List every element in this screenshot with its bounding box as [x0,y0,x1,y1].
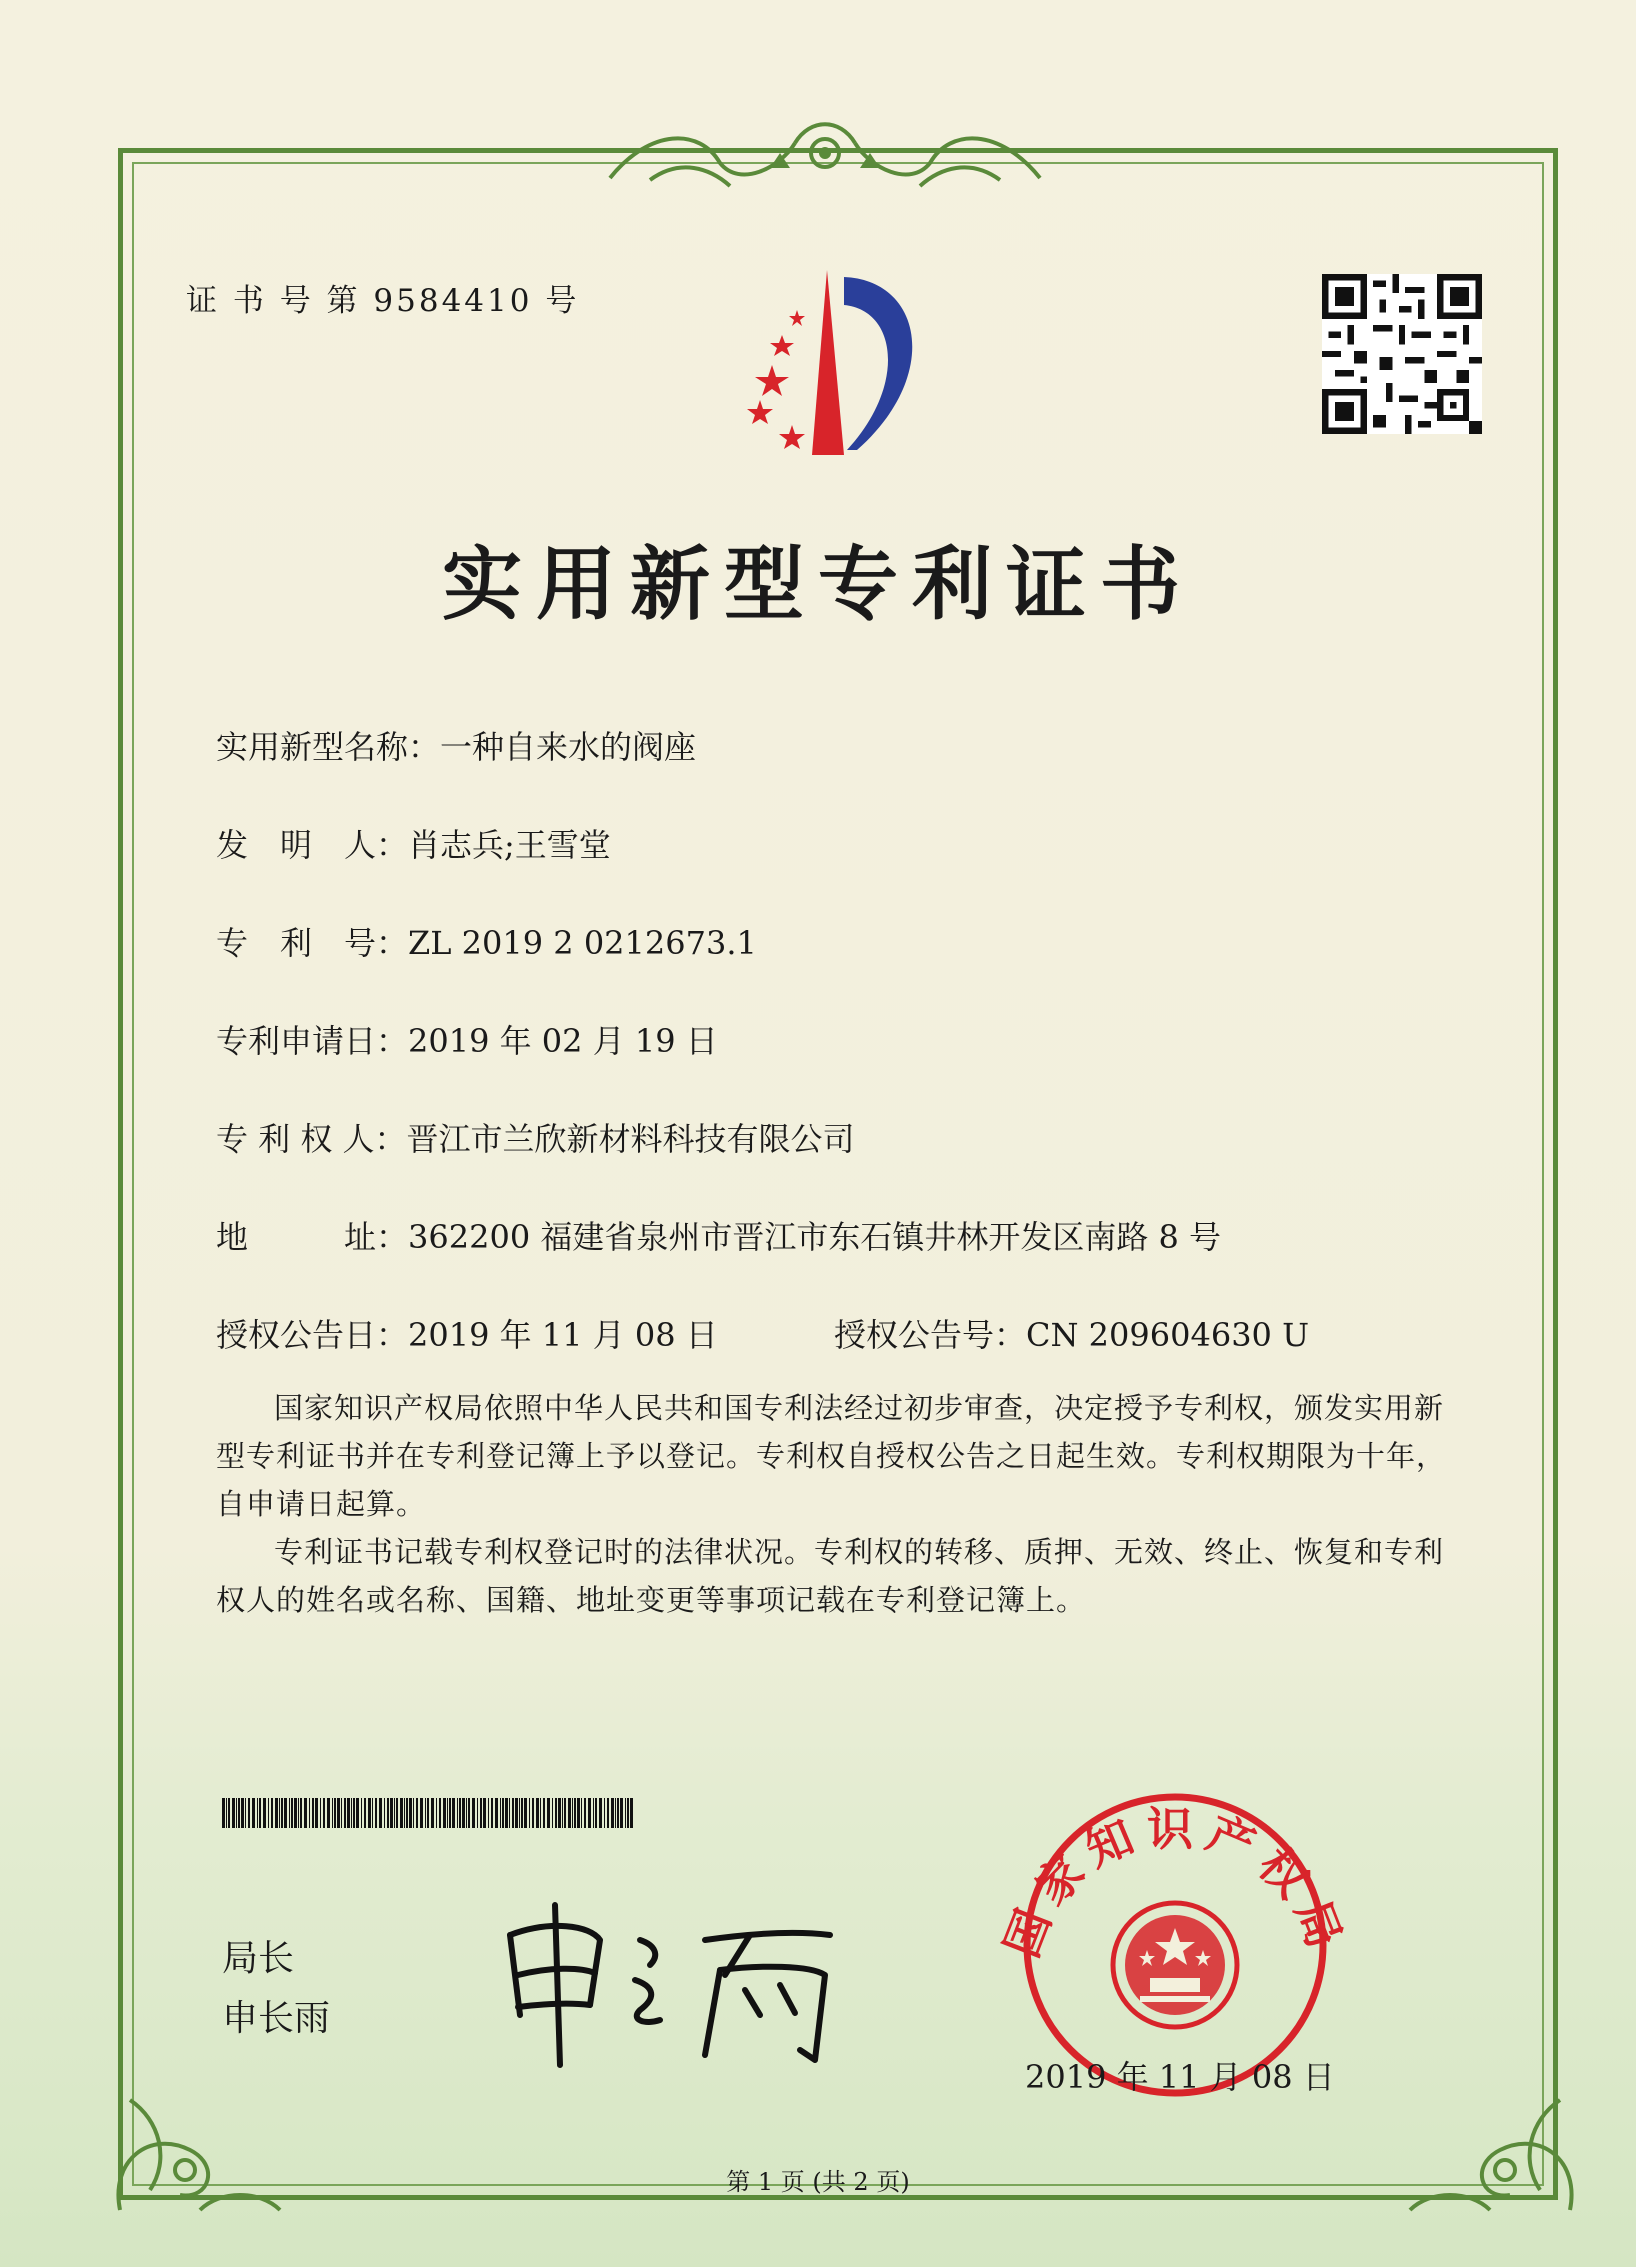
barcode-bar [543,1798,545,1828]
barcode-bar [404,1798,405,1828]
field-label: 专利申请日： [216,1022,409,1060]
barcode-bar [468,1798,470,1828]
barcode-bar [425,1798,426,1828]
barcode-bar [228,1798,230,1828]
barcode-bar [512,1798,514,1828]
barcode-bar [236,1798,237,1828]
barcode-bar [337,1798,340,1828]
barcode-bar [599,1798,602,1828]
barcode-bar [259,1798,261,1828]
barcode-bar [491,1798,493,1828]
official-seal [990,1770,1360,2100]
barcode-bar [372,1798,373,1828]
barcode-bar [232,1798,235,1828]
barcode-bar [462,1798,465,1828]
field-application-date [216,1016,718,1062]
barcode-bar [505,1798,508,1828]
field-label: 授权公告号： [834,1316,1027,1354]
barcode-bar [396,1798,398,1828]
field-label: 地 址： [216,1218,409,1256]
field-inventor [216,820,611,866]
bottom-right-ornament [1400,2040,1600,2230]
barcode-bar [291,1798,293,1828]
top-ornament [590,108,1060,198]
barcode-bar [298,1798,299,1828]
barcode-bar [500,1798,501,1828]
barcode-bar [323,1798,325,1828]
field-label: 专 利 号： [216,924,409,962]
barcode-bar [615,1798,616,1828]
barcode-bar [431,1798,434,1828]
barcode-bar [304,1798,307,1828]
field-value: 肖志兵;王雪堂 [408,826,611,864]
barcode-bar [558,1798,561,1828]
barcode-bar [488,1798,489,1828]
barcode-bar [547,1798,550,1828]
barcode-bar [449,1798,451,1828]
barcode-bar [309,1798,310,1828]
seal-date: 2019 年 11 月 08 日 [1025,2058,1335,2096]
barcode-bar [281,1798,283,1828]
barcode-bar [483,1798,486,1828]
barcode-bar [466,1798,467,1828]
barcode-bar [344,1798,346,1828]
barcode-bar [607,1798,609,1828]
barcode-bar [593,1798,594,1828]
barcode-bar [361,1798,362,1828]
barcode-bar [477,1798,478,1828]
barcode-bar [400,1798,403,1828]
barcode-bar [238,1798,240,1828]
barcode-bar [529,1798,530,1828]
barcode-bar [572,1798,573,1828]
barcode [222,1798,637,1828]
barcode-bar [581,1798,582,1828]
page-number: 第 1 页 (共 2 页) [726,2168,910,2196]
barcode-bar [263,1798,266,1828]
seal-text: 国家知识产权局 [994,1802,1356,1965]
barcode-bar [627,1798,629,1828]
barcode-bar [284,1798,287,1828]
field-value: ZL 2019 2 0212673.1 [408,924,757,962]
barcode-bar [390,1798,393,1828]
barcode-bar [457,1798,458,1828]
barcode-bar [574,1798,576,1828]
qr-code [1322,274,1482,434]
paragraph-legal-status: 专利证书记载专利权登记时的法律状况。专利权的转移、质押、无效、终止、恢复和专利权人的姓名或名称、国籍、地址变更等事项记载在专利登记簿上。 [216,1535,1445,1617]
barcode-bar [409,1798,412,1828]
bottom-left-ornament [90,2040,290,2230]
barcode-bar [356,1798,359,1828]
barcode-bar [611,1798,614,1828]
barcode-bar [540,1798,541,1828]
barcode-bar [241,1798,244,1828]
barcode-bar [617,1798,619,1828]
field-announcement-number [834,1310,1309,1356]
barcode-bar [252,1798,255,1828]
field-value: 2019 年 11 月 08 日 [408,1316,718,1354]
barcode-bar [588,1798,591,1828]
field-value: 2019 年 02 月 19 日 [408,1022,718,1060]
barcode-bar [226,1798,227,1828]
barcode-bar [459,1798,461,1828]
barcode-bar [353,1798,355,1828]
field-address [216,1212,1221,1258]
field-label: 授权公告日： [216,1316,409,1354]
barcode-bar [439,1798,441,1828]
field-value: 362200 福建省泉州市晋江市东石镇井林开发区南路 8 号 [408,1218,1222,1256]
barcode-bar [364,1798,366,1828]
barcode-bar [334,1798,336,1828]
barcode-bar [509,1798,510,1828]
barcode-bar [413,1798,414,1828]
barcode-bar [443,1798,446,1828]
barcode-bar [394,1798,395,1828]
barcode-bar [406,1798,408,1828]
barcode-bar [368,1798,371,1828]
barcode-bar [379,1798,382,1828]
national-emblem-icon [1113,1903,1237,2027]
field-label: 发 明 人： [216,826,409,864]
barcode-bar [375,1798,377,1828]
barcode-bar [552,1798,553,1828]
barcode-bar [502,1798,504,1828]
barcode-bar [620,1798,623,1828]
barcode-bar [524,1798,527,1828]
barcode-bar [604,1798,605,1828]
barcode-bar [515,1798,518,1828]
barcode-bar [562,1798,563,1828]
certificate-title: 实用新型专利证书 [442,538,1194,631]
barcode-bar [472,1798,475,1828]
barcode-bar [536,1798,539,1828]
field-label: 实用新型名称： [216,728,441,766]
barcode-bar [387,1798,389,1828]
paragraph-grant: 国家知识产权局依照中华人民共和国专利法经过初步审查，决定授予专利权，颁发实用新型专利证书并在专利登记簿上予以登记。专利权自授权公告之日起生效。专利权期限为十年，自申请日起算。 [216,1391,1447,1521]
barcode-bar [257,1798,258,1828]
barcode-bar [532,1798,534,1828]
barcode-bar [577,1798,580,1828]
field-label: 专 利 权 人： [216,1120,407,1158]
barcode-bar [521,1798,523,1828]
barcode-bar [420,1798,423,1828]
barcode-bar [625,1798,626,1828]
field-value: CN 209604630 U [1026,1316,1310,1354]
barcode-bar [447,1798,448,1828]
barcode-bar [564,1798,566,1828]
director-name: 申长雨 [222,1998,331,2039]
field-value: 晋江市兰欣新材料科技有限公司 [406,1120,855,1158]
barcode-bar [275,1798,278,1828]
barcode-bar [351,1798,352,1828]
director-title: 局长 [222,1938,295,1979]
certificate-number: 证 书 号 第 9584410 号 [186,283,580,319]
barcode-bar [327,1798,330,1828]
barcode-bar [630,1798,633,1828]
barcode-bar [555,1798,557,1828]
barcode-bar [595,1798,597,1828]
barcode-bar [347,1798,350,1828]
barcode-bar [341,1798,342,1828]
field-design-name [216,722,696,768]
barcode-bar [480,1798,482,1828]
barcode-bar [332,1798,333,1828]
barcode-bar [294,1798,297,1828]
field-value: 一种自来水的阀座 [440,728,697,766]
barcode-bar [320,1798,321,1828]
barcode-bar [584,1798,586,1828]
barcode-bar [384,1798,385,1828]
director-signature [490,1895,850,2075]
field-patent-number [216,918,757,964]
barcode-bar [568,1798,571,1828]
field-grant-date [216,1310,718,1356]
barcode-bar [312,1798,314,1828]
barcode-bar [436,1798,437,1828]
barcode-bar [427,1798,429,1828]
barcode-bar [452,1798,455,1828]
barcode-bar [289,1798,290,1828]
barcode-bar [268,1798,269,1828]
barcode-bar [245,1798,246,1828]
barcode-bar [416,1798,418,1828]
barcode-bar [271,1798,273,1828]
barcode-bar [300,1798,302,1828]
cnipa-emblem-icon [712,265,960,460]
barcode-bar [222,1798,225,1828]
field-patentee [216,1114,855,1160]
barcode-bar [315,1798,318,1828]
barcode-bar [248,1798,250,1828]
barcode-bar [495,1798,498,1828]
barcode-bar [279,1798,280,1828]
barcode-bar [519,1798,520,1828]
